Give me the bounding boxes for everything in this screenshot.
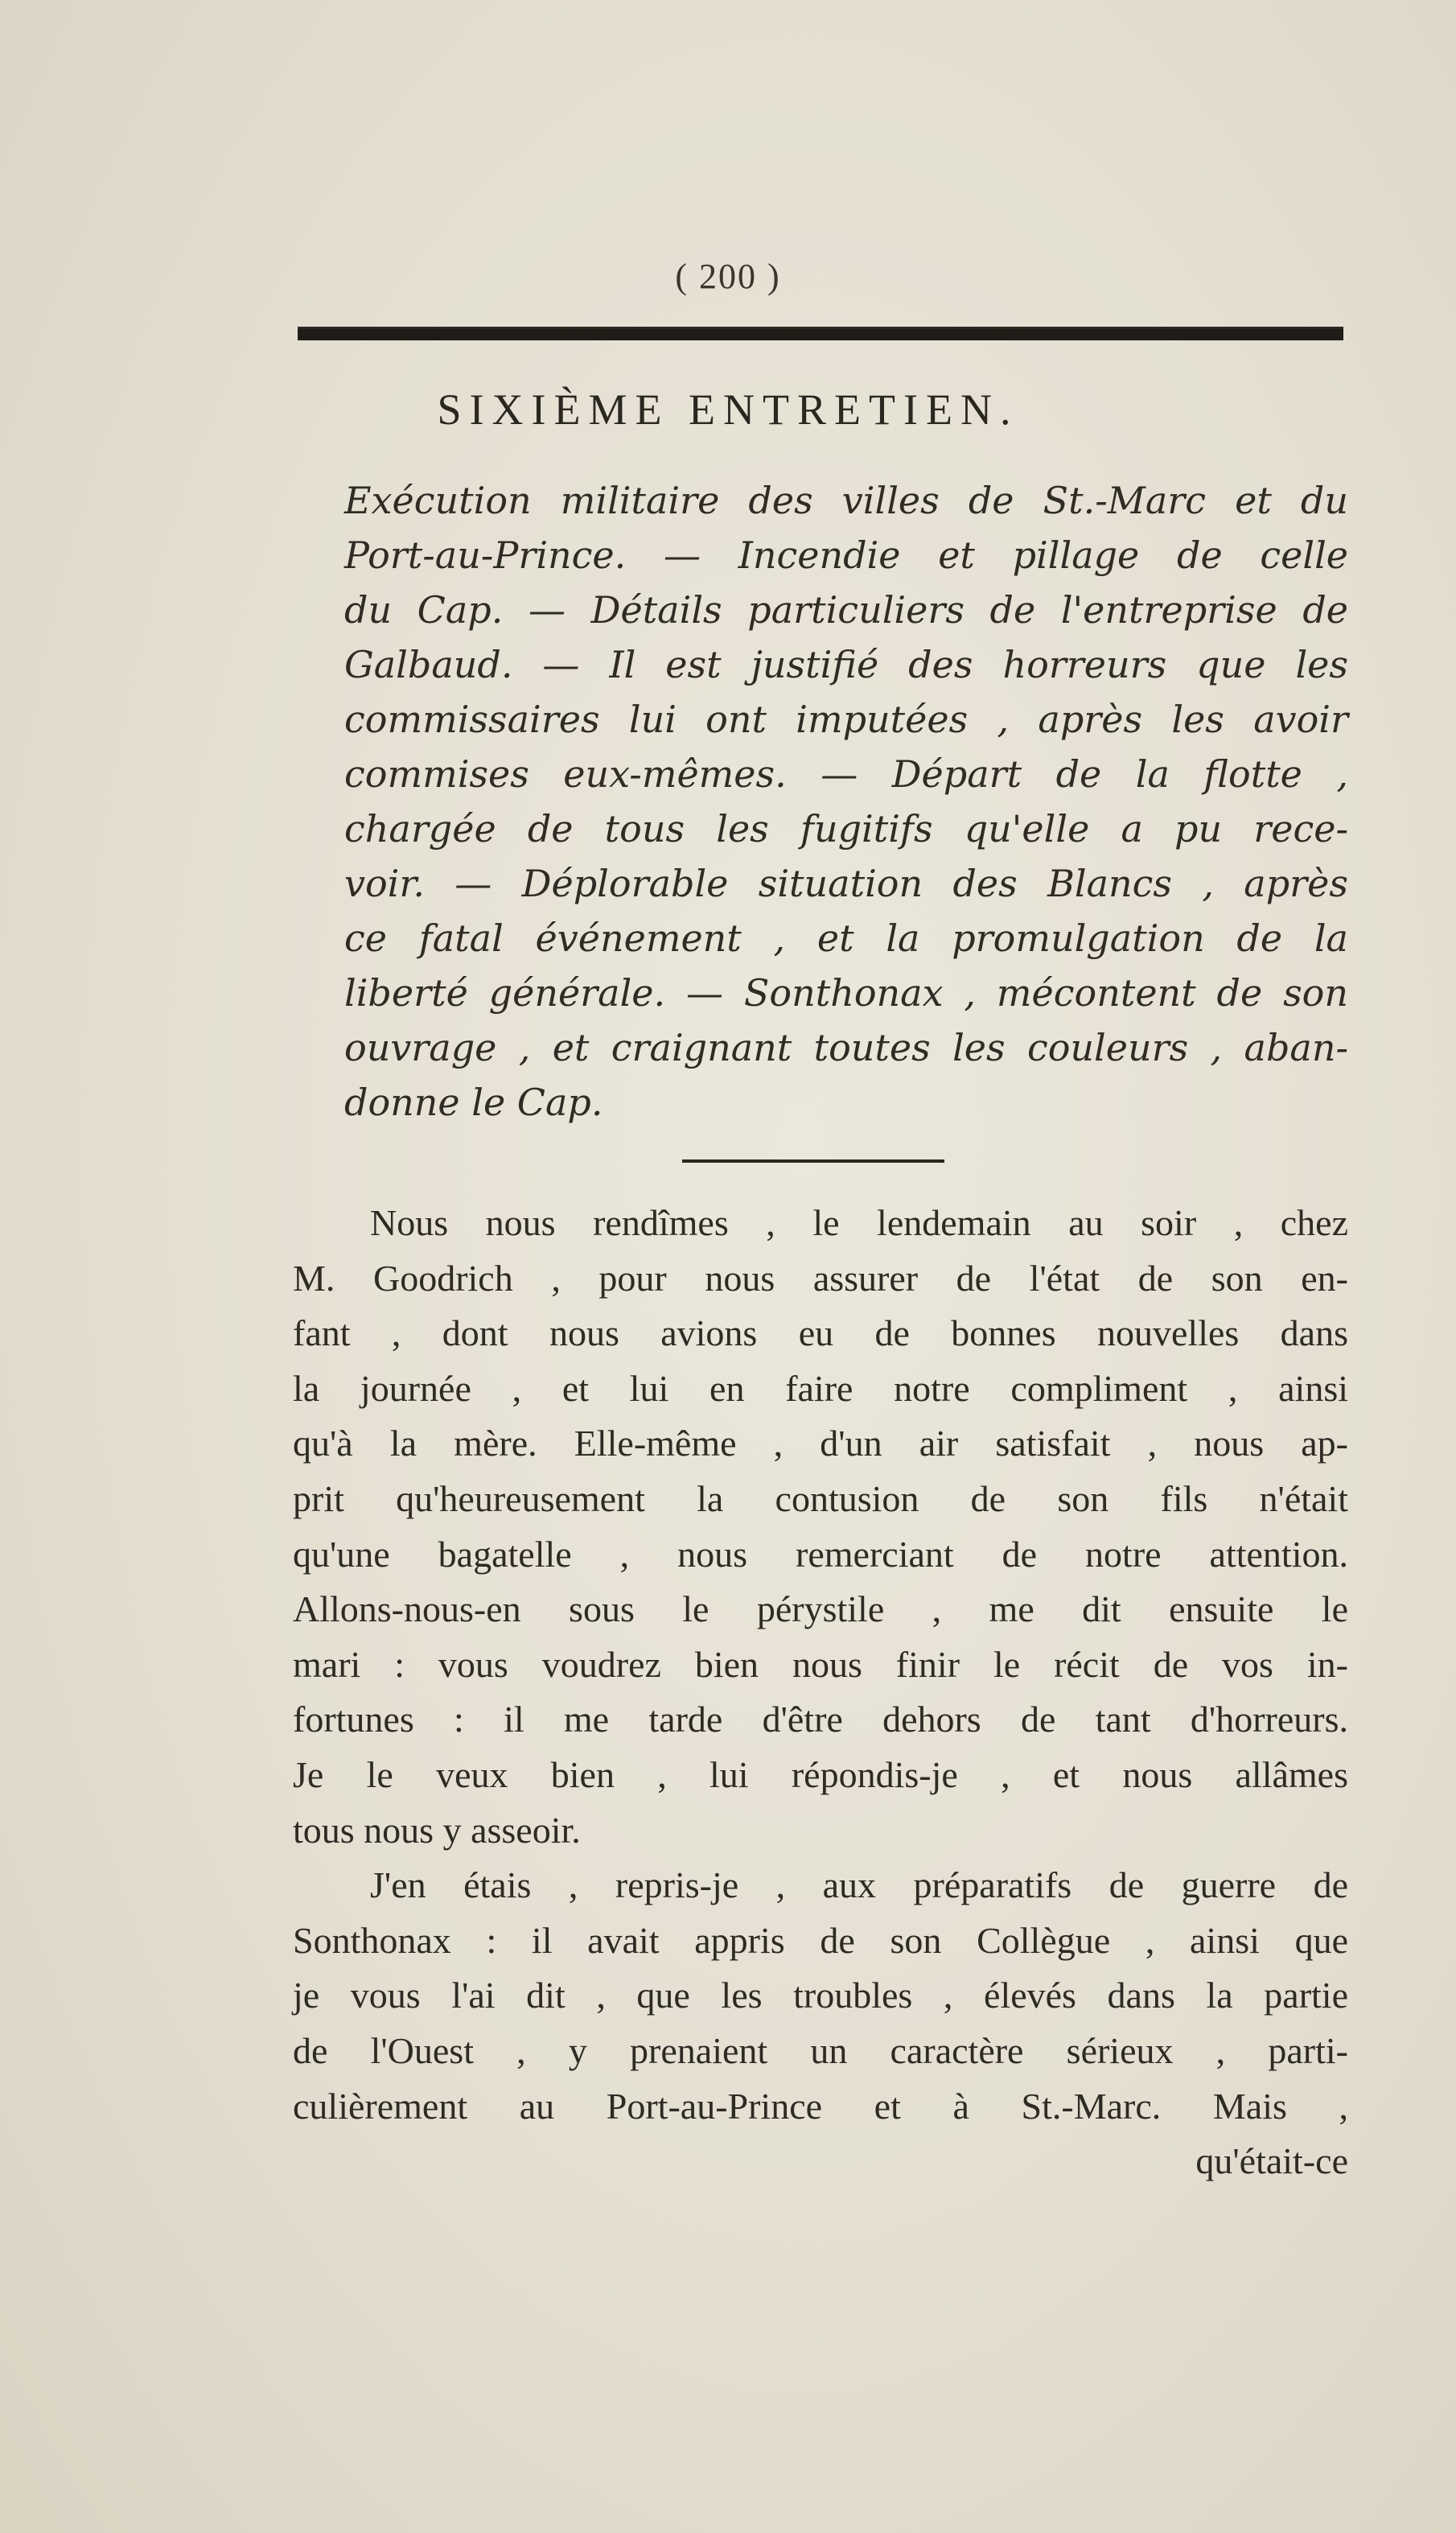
- summary-line: ce fatal événement , et la promulgation de la: [344, 916, 1348, 960]
- summary-line: Galbaud. — Il est justifié des horreurs que les: [344, 643, 1348, 686]
- summary-line: du Cap. — Détails particuliers de l'entreprise de: [344, 588, 1348, 632]
- catchword: qu'était-ce: [1195, 2140, 1348, 2182]
- body-line: Sonthonax : il avait appris de son Collègue , ainsi que: [293, 1919, 1348, 1961]
- body-line: fant , dont nous avions eu de bonnes nouvelles dans: [293, 1312, 1348, 1354]
- chapter-summary: [344, 473, 1348, 1130]
- body-line: prit qu'heureusement la contusion de son fils n'était: [293, 1477, 1348, 1519]
- body-line: qu'à la mère. Elle-même , d'un air satisfait , nous ap-: [293, 1423, 1348, 1464]
- body-line: je vous l'ai dit , que les troubles , élevés dans la partie: [293, 1975, 1348, 2016]
- summary-line: donne le Cap.: [344, 1081, 603, 1124]
- summary-line: commises eux-mêmes. — Départ de la flotte ,: [344, 752, 1348, 796]
- body-line: J'en étais , repris-je , aux préparatifs de guerre de: [370, 1864, 1348, 1906]
- body-line: mari : vous voudrez bien nous finir le récit de vos in-: [293, 1643, 1348, 1685]
- body-line: la journée , et lui en faire notre compliment , ainsi: [293, 1367, 1348, 1409]
- body-line: Je le veux bien , lui répondis-je , et nous allâmes: [293, 1753, 1348, 1795]
- body-line: de l'Ouest , y prenaient un caractère sérieux , parti-: [293, 2029, 1348, 2071]
- summary-line: ouvrage , et craignant toutes les couleurs , aban-: [344, 1026, 1348, 1069]
- body-line: Nous nous rendîmes , le lendemain au soir , chez: [370, 1202, 1348, 1243]
- body-text: [293, 1196, 1348, 2189]
- summary-line: Port-au-Prince. — Incendie et pillage de celle: [344, 533, 1348, 577]
- body-line: tous nous y asseoir.: [293, 1809, 581, 1851]
- section-title: SIXIÈME ENTRETIEN.: [437, 385, 1019, 434]
- summary-line: voir. — Déplorable situation des Blancs , après: [344, 862, 1348, 905]
- header-rule: [298, 327, 1343, 340]
- body-line: Allons-nous-en sous le pérystile , me dit ensuite le: [293, 1588, 1348, 1630]
- summary-line: commissaires lui ont imputées , après les avoir: [344, 698, 1348, 741]
- summary-line: liberté générale. — Sonthonax , mécontent de son: [344, 971, 1348, 1015]
- summary-line: chargée de tous les fugitifs qu'elle a pu rece-: [344, 807, 1348, 851]
- summary-line: Exécution militaire des villes de St.-Marc et du: [344, 479, 1348, 522]
- body-line: culièrement au Port-au-Prince et à St.-Marc. Mais ,: [293, 2085, 1348, 2127]
- body-line: M. Goodrich , pour nous assurer de l'état de son en-: [293, 1257, 1348, 1299]
- separator-rule: [682, 1159, 944, 1163]
- body-line: qu'une bagatelle , nous remerciant de notre attention.: [293, 1533, 1348, 1575]
- body-line: fortunes : il me tarde d'être dehors de tant d'horreurs.: [293, 1699, 1348, 1740]
- page-number: ( 200 ): [675, 257, 781, 296]
